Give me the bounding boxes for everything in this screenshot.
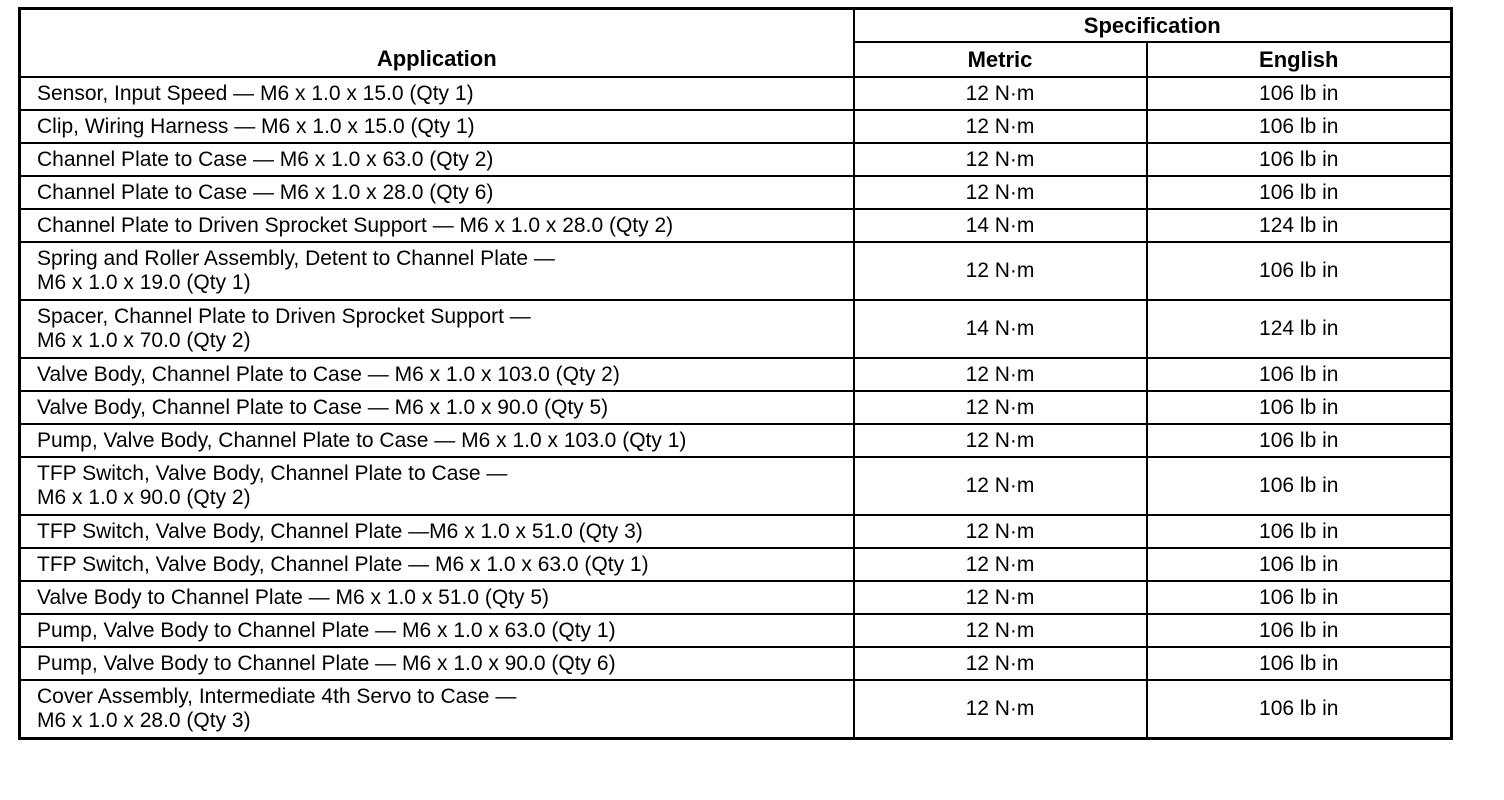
table-row bbox=[20, 581, 1452, 614]
application-cell: Valve Body to Channel Plate — M6 x 1.0 x 51.0 (Qty 5) bbox=[20, 581, 854, 614]
english-cell: 106 lb in bbox=[1147, 358, 1452, 391]
metric-cell: 12 N·m bbox=[854, 647, 1147, 680]
metric-cell: 12 N·m bbox=[854, 176, 1147, 209]
metric-cell: 12 N·m bbox=[854, 680, 1147, 739]
english-cell: 106 lb in bbox=[1147, 614, 1452, 647]
english-cell: 106 lb in bbox=[1147, 515, 1452, 548]
metric-cell: 12 N·m bbox=[854, 242, 1147, 300]
metric-cell: 12 N·m bbox=[854, 515, 1147, 548]
table-row bbox=[20, 209, 1452, 242]
application-cell: Cover Assembly, Intermediate 4th Servo to Case — M6 x 1.0 x 28.0 (Qty 3) bbox=[20, 680, 854, 739]
application-cell: TFP Switch, Valve Body, Channel Plate —M6 x 1.0 x 51.0 (Qty 3) bbox=[20, 515, 854, 548]
table-row bbox=[20, 77, 1452, 110]
header-row-top bbox=[20, 9, 1452, 43]
application-cell: Sensor, Input Speed — M6 x 1.0 x 15.0 (Qty 1) bbox=[20, 77, 854, 110]
application-cell: Pump, Valve Body, Channel Plate to Case — M6 x 1.0 x 103.0 (Qty 1) bbox=[20, 424, 854, 457]
application-cell: TFP Switch, Valve Body, Channel Plate — M6 x 1.0 x 63.0 (Qty 1) bbox=[20, 548, 854, 581]
table-row bbox=[20, 110, 1452, 143]
english-cell: 106 lb in bbox=[1147, 680, 1452, 739]
application-cell: Channel Plate to Driven Sprocket Support — M6 x 1.0 x 28.0 (Qty 2) bbox=[20, 209, 854, 242]
metric-cell: 12 N·m bbox=[854, 614, 1147, 647]
table-row bbox=[20, 647, 1452, 680]
table-row bbox=[20, 358, 1452, 391]
table-header bbox=[20, 9, 1452, 78]
application-cell: Clip, Wiring Harness — M6 x 1.0 x 15.0 (Qty 1) bbox=[20, 110, 854, 143]
english-cell: 106 lb in bbox=[1147, 242, 1452, 300]
metric-cell: 12 N·m bbox=[854, 457, 1147, 515]
application-cell: Channel Plate to Case — M6 x 1.0 x 28.0 (Qty 6) bbox=[20, 176, 854, 209]
table-body bbox=[20, 77, 1452, 739]
application-cell: Pump, Valve Body to Channel Plate — M6 x 1.0 x 63.0 (Qty 1) bbox=[20, 614, 854, 647]
metric-cell: 12 N·m bbox=[854, 581, 1147, 614]
metric-cell: 12 N·m bbox=[854, 424, 1147, 457]
english-cell: 106 lb in bbox=[1147, 581, 1452, 614]
application-cell: Channel Plate to Case — M6 x 1.0 x 63.0 (Qty 2) bbox=[20, 143, 854, 176]
application-cell: Spacer, Channel Plate to Driven Sprocket Support — M6 x 1.0 x 70.0 (Qty 2) bbox=[20, 300, 854, 358]
english-cell: 106 lb in bbox=[1147, 647, 1452, 680]
table-row bbox=[20, 515, 1452, 548]
metric-cell: 12 N·m bbox=[854, 548, 1147, 581]
application-cell: TFP Switch, Valve Body, Channel Plate to Case — M6 x 1.0 x 90.0 (Qty 2) bbox=[20, 457, 854, 515]
english-cell: 106 lb in bbox=[1147, 110, 1452, 143]
english-header: English bbox=[1147, 42, 1452, 77]
english-cell: 124 lb in bbox=[1147, 209, 1452, 242]
english-cell: 106 lb in bbox=[1147, 457, 1452, 515]
application-cell: Spring and Roller Assembly, Detent to Channel Plate — M6 x 1.0 x 19.0 (Qty 1) bbox=[20, 242, 854, 300]
table-row bbox=[20, 143, 1452, 176]
metric-cell: 12 N·m bbox=[854, 391, 1147, 424]
application-cell: Valve Body, Channel Plate to Case — M6 x 1.0 x 90.0 (Qty 5) bbox=[20, 391, 854, 424]
application-cell: Valve Body, Channel Plate to Case — M6 x 1.0 x 103.0 (Qty 2) bbox=[20, 358, 854, 391]
table-row bbox=[20, 614, 1452, 647]
english-cell: 106 lb in bbox=[1147, 143, 1452, 176]
table-row bbox=[20, 680, 1452, 739]
metric-cell: 12 N·m bbox=[854, 358, 1147, 391]
english-cell: 106 lb in bbox=[1147, 77, 1452, 110]
metric-cell: 14 N·m bbox=[854, 209, 1147, 242]
english-cell: 106 lb in bbox=[1147, 548, 1452, 581]
english-cell: 106 lb in bbox=[1147, 176, 1452, 209]
english-cell: 106 lb in bbox=[1147, 391, 1452, 424]
metric-cell: 12 N·m bbox=[854, 110, 1147, 143]
table-row bbox=[20, 457, 1452, 515]
english-cell: 106 lb in bbox=[1147, 424, 1452, 457]
metric-cell: 14 N·m bbox=[854, 300, 1147, 358]
metric-cell: 12 N·m bbox=[854, 143, 1147, 176]
table-row bbox=[20, 242, 1452, 300]
metric-header: Metric bbox=[854, 42, 1147, 77]
table-row bbox=[20, 424, 1452, 457]
application-cell: Pump, Valve Body to Channel Plate — M6 x 1.0 x 90.0 (Qty 6) bbox=[20, 647, 854, 680]
torque-specification-table bbox=[18, 7, 1453, 740]
metric-cell: 12 N·m bbox=[854, 77, 1147, 110]
table-row bbox=[20, 391, 1452, 424]
table-row bbox=[20, 548, 1452, 581]
application-header: Application bbox=[20, 9, 854, 78]
table-row bbox=[20, 176, 1452, 209]
table-row bbox=[20, 300, 1452, 358]
specification-header: Specification bbox=[854, 9, 1452, 43]
english-cell: 124 lb in bbox=[1147, 300, 1452, 358]
